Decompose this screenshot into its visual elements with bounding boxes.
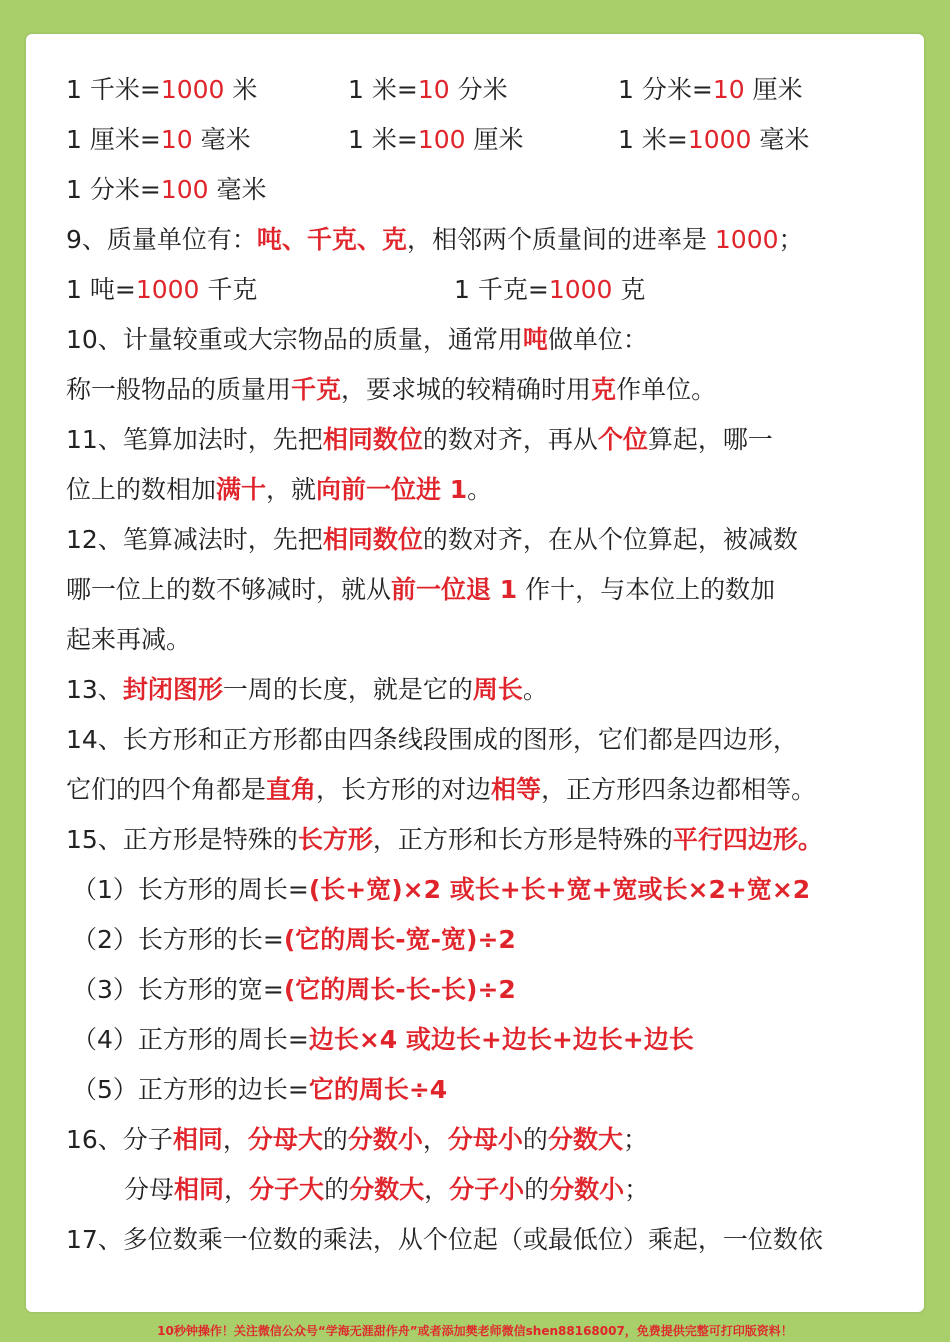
text: ，长方形的对边 [316, 775, 492, 804]
length-units-row-2-b [348, 124, 523, 156]
highlight: 吨 [522, 325, 548, 354]
item-9-line-2b [454, 274, 645, 306]
text: 1 吨= [66, 275, 136, 304]
text: （2）长方形的长= [72, 925, 284, 954]
text: 哪一位上的数不够减时，就从 [66, 575, 392, 604]
text: 12、笔算减法时，先把 [66, 525, 323, 554]
highlight: 封闭图形 [122, 675, 223, 704]
text: 14、长方形和正方形都由四条线段围成的图形，它们都是四边形， [66, 725, 798, 754]
text: 一周的长度，就是它的 [222, 675, 473, 704]
item-13-line-1 [66, 674, 548, 706]
highlight: 10 [417, 75, 450, 104]
text: 1 分米= [66, 175, 161, 204]
text: 1 米= [348, 75, 418, 104]
text: 毫米 [208, 175, 267, 204]
text: 10、计量较重或大宗物品的质量，通常用 [66, 325, 523, 354]
text: 的 [524, 1175, 550, 1204]
item-15-formula-1 [72, 874, 810, 906]
text: 千克 [199, 275, 258, 304]
text: 1 千克= [454, 275, 549, 304]
item-11-line-1 [66, 424, 773, 456]
length-units-row-1 [66, 74, 257, 106]
highlight: (长+宽)×2 或长+长+宽+宽或长×2+宽×2 [308, 875, 811, 904]
highlight: 边长×4 或边长+边长+边长+边长 [308, 1025, 694, 1054]
text: （4）正方形的周长= [72, 1025, 309, 1054]
highlight: 相同数位 [322, 525, 423, 554]
text: 1 千米= [66, 75, 161, 104]
highlight: 千克 [291, 375, 342, 404]
highlight: 平行四边形。 [672, 825, 823, 854]
text: 16、分子 [66, 1125, 173, 1154]
text: 的数对齐，在从个位算起，被减数 [422, 525, 798, 554]
length-units-row-1-c [618, 74, 803, 106]
text: ，正方形和长方形是特殊的 [372, 825, 673, 854]
text: 17、多位数乘一位数的乘法，从个位起（或最低位）乘起，一位数依 [66, 1225, 823, 1254]
length-units-row-3 [66, 174, 266, 206]
text: 的数对齐，再从 [422, 425, 598, 454]
text: ， [422, 1125, 448, 1154]
text: ， [222, 1125, 248, 1154]
highlight: 1000 [160, 75, 225, 104]
item-10-line-1 [66, 324, 648, 356]
text: ，就 [266, 475, 317, 504]
item-9-line-2a [66, 274, 257, 306]
text: ； [624, 1175, 650, 1204]
text: 厘米 [744, 75, 803, 104]
highlight: (它的周长-宽-宽)÷2 [283, 925, 516, 954]
highlight: 1000 [135, 275, 200, 304]
text: 米 [224, 75, 258, 104]
text: 1 米= [618, 125, 688, 154]
item-12-line-3 [66, 624, 191, 656]
length-units-row-2 [66, 124, 251, 156]
item-17-line-1 [66, 1224, 823, 1256]
highlight: 满十 [216, 475, 267, 504]
text: 厘米 [465, 125, 524, 154]
highlight: 分数大 [547, 1125, 623, 1154]
text: 它们的四个角都是 [66, 775, 267, 804]
text: 的 [324, 1175, 350, 1204]
text: 毫米 [751, 125, 810, 154]
highlight: 分子小 [449, 1175, 525, 1204]
item-15-formula-4 [72, 1024, 694, 1056]
text: ，相邻两个质量间的进率是 [406, 225, 715, 254]
item-15-formula-2 [72, 924, 516, 956]
text: ，要求城的较精确时用 [341, 375, 592, 404]
highlight: 克 [591, 375, 617, 404]
text: 作十，与本位上的数加 [517, 575, 776, 604]
highlight: 分数小 [347, 1125, 423, 1154]
text: 位上的数相加 [66, 475, 217, 504]
length-units-row-1-b [348, 74, 508, 106]
highlight: 100 [417, 125, 466, 154]
highlight: 分母大 [247, 1125, 323, 1154]
highlight: 分子大 [249, 1175, 325, 1204]
text: 的 [522, 1125, 548, 1154]
item-15-formula-5 [72, 1074, 447, 1106]
highlight: 直角 [266, 775, 317, 804]
text: 1 厘米= [66, 125, 161, 154]
text: 起来再减。 [66, 625, 192, 654]
highlight: 吨、千克、克 [256, 225, 407, 254]
highlight: 相等 [491, 775, 542, 804]
text: 1 米= [348, 125, 418, 154]
text: 9、质量单位有： [66, 225, 257, 254]
highlight: 向前一位进 1 [316, 475, 468, 504]
item-12-line-1 [66, 524, 798, 556]
highlight: 分数小 [549, 1175, 625, 1204]
highlight: 它的周长÷4 [308, 1075, 448, 1104]
item-11-line-2 [66, 474, 492, 506]
text: ，正方形四条边都相等。 [541, 775, 817, 804]
item-15-line-1 [66, 824, 823, 856]
highlight: 分数大 [349, 1175, 425, 1204]
text: 算起，哪一 [647, 425, 773, 454]
text: （5）正方形的边长= [72, 1075, 309, 1104]
highlight: 相同 [174, 1175, 225, 1204]
item-12-line-2 [66, 574, 775, 606]
text: ， [424, 1175, 450, 1204]
text: 的 [322, 1125, 348, 1154]
footer-promo-text: 10秒钟操作！关注微信公众号“学海无涯甜作舟”或者添加樊老师微信shen88168007，免费提供完整可打印版资料！ [157, 1324, 793, 1338]
highlight: 100 [160, 175, 209, 204]
highlight: 分母小 [447, 1125, 523, 1154]
text: 毫米 [192, 125, 251, 154]
highlight: 1000 [687, 125, 752, 154]
text: 。 [522, 675, 548, 704]
text: 克 [612, 275, 646, 304]
text: 15、正方形是特殊的 [66, 825, 298, 854]
item-15-formula-3 [72, 974, 516, 1006]
item-14-line-1 [66, 724, 798, 756]
text: 分母 [124, 1175, 175, 1204]
text: ； [778, 225, 804, 254]
highlight: (它的周长-长-长)÷2 [283, 975, 516, 1004]
item-10-line-2 [66, 374, 716, 406]
item-16-line-1 [66, 1124, 648, 1156]
highlight: 1000 [714, 225, 779, 254]
highlight: 长方形 [297, 825, 373, 854]
text: 称一般物品的质量用 [66, 375, 292, 404]
item-16-line-2 [124, 1174, 649, 1206]
text: （3）长方形的宽= [72, 975, 284, 1004]
text: 。 [467, 475, 493, 504]
text: 分米 [449, 75, 508, 104]
text: （1）长方形的周长= [72, 875, 309, 904]
text: 作单位。 [616, 375, 717, 404]
item-9-line-1 [66, 224, 804, 256]
item-14-line-2 [66, 774, 816, 806]
highlight: 相同数位 [322, 425, 423, 454]
text: 做单位： [547, 325, 648, 354]
highlight: 10 [160, 125, 193, 154]
text: ， [224, 1175, 250, 1204]
length-units-row-2-c [618, 124, 809, 156]
text: 11、笔算加法时，先把 [66, 425, 323, 454]
text: 13、 [66, 675, 123, 704]
highlight: 周长 [472, 675, 523, 704]
highlight: 1000 [548, 275, 613, 304]
highlight: 相同 [172, 1125, 223, 1154]
text: ； [622, 1125, 648, 1154]
highlight: 个位 [597, 425, 648, 454]
highlight: 前一位退 1 [391, 575, 518, 604]
text: 1 分米= [618, 75, 713, 104]
highlight: 10 [712, 75, 745, 104]
